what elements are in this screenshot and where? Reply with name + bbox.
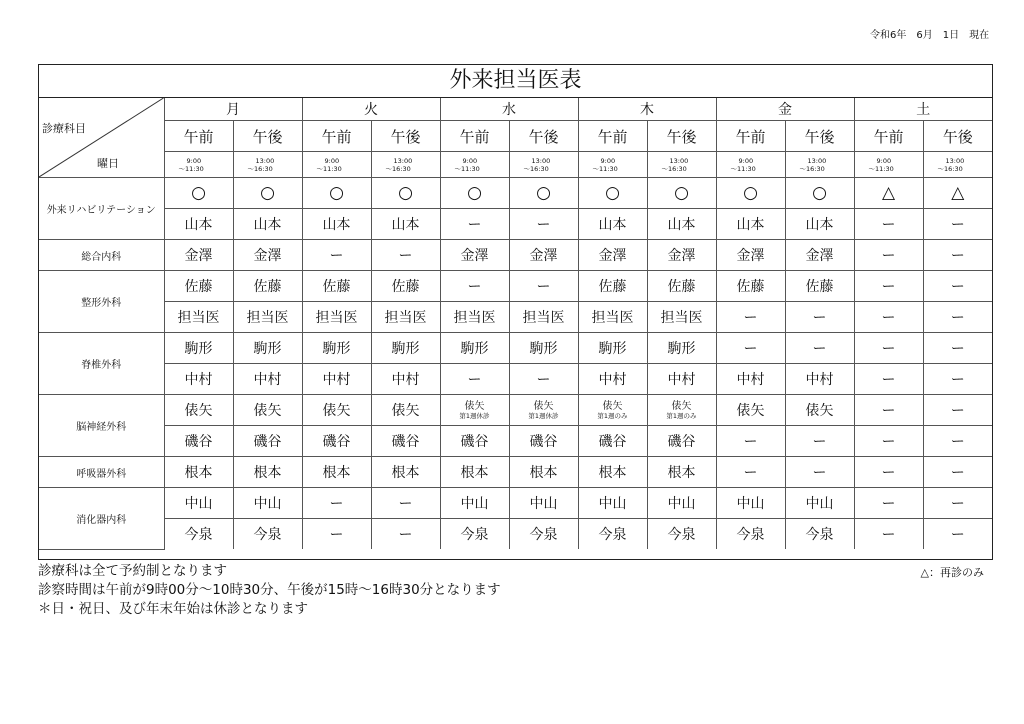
doctor-cell: ー (923, 426, 992, 457)
time-end: ～16:30 (661, 164, 687, 173)
doctor-cell: 磯谷 (578, 426, 647, 457)
table-row (39, 457, 992, 488)
table-row (39, 488, 992, 519)
doctor-cell: ー (923, 395, 992, 426)
time-range (302, 152, 371, 178)
doctor-cell: 俵矢 (716, 395, 785, 426)
doctor-cell: 山本 (647, 209, 716, 240)
doctor-cell: 磯谷 (509, 426, 578, 457)
time-end: ～11:30 (178, 164, 204, 173)
doctor-cell: 磯谷 (164, 426, 233, 457)
availability-symbol: ○ (578, 178, 647, 209)
doctor-cell: ー (371, 519, 440, 550)
doctor-cell: ー (716, 426, 785, 457)
doctor-cell: 中山 (716, 488, 785, 519)
time-end: ～11:30 (868, 164, 894, 173)
doctor-cell: ー (371, 488, 440, 519)
doctor-cell: ー (923, 519, 992, 550)
doctor-cell: 担当医 (164, 302, 233, 333)
doctor-name: 俵矢 (464, 400, 485, 412)
doctor-cell: 担当医 (509, 302, 578, 333)
doctor-cell: 山本 (371, 209, 440, 240)
doctor-cell: 金澤 (647, 240, 716, 271)
doctor-cell: ー (509, 209, 578, 240)
doctor-cell: 中村 (302, 364, 371, 395)
afternoon-header: 午後 (233, 121, 302, 152)
doctor-cell: 根本 (509, 457, 578, 488)
time-range (164, 152, 233, 178)
doctor-cell: 中山 (233, 488, 302, 519)
doctor-cell: 佐藤 (302, 271, 371, 302)
time-start: 9:00 (738, 156, 754, 165)
time-end: ～11:30 (454, 164, 480, 173)
schedule-table-frame (38, 64, 993, 560)
doctor-cell: 金澤 (509, 240, 578, 271)
table-row (39, 426, 992, 457)
time-start: 9:00 (462, 156, 478, 165)
time-end: ～11:30 (730, 164, 756, 173)
doctor-cell: 今泉 (509, 519, 578, 550)
doctor-cell: ー (854, 302, 923, 333)
doctor-cell: 中山 (509, 488, 578, 519)
afternoon-header: 午後 (509, 121, 578, 152)
day-header: 月 (164, 98, 302, 121)
time-end: ～16:30 (799, 164, 825, 173)
doctor-cell: ー (923, 240, 992, 271)
doctor-cell: 駒形 (509, 333, 578, 364)
doctor-cell: 今泉 (440, 519, 509, 550)
doctor-cell (440, 395, 509, 426)
doctor-cell: 俵矢 (302, 395, 371, 426)
doctor-cell: 金澤 (578, 240, 647, 271)
doctor-name: 俵矢 (602, 400, 623, 412)
doctor-cell: 中村 (233, 364, 302, 395)
doctor-cell: 駒形 (371, 333, 440, 364)
doctor-cell: 俵矢 (785, 395, 854, 426)
time-range (578, 152, 647, 178)
doctor-cell: ー (785, 426, 854, 457)
availability-symbol: △ (923, 178, 992, 209)
legend: △：再診のみ (920, 566, 984, 579)
doctor-cell: ー (854, 333, 923, 364)
doctor-cell: 今泉 (716, 519, 785, 550)
doctor-cell: ー (854, 519, 923, 550)
doctor-cell: 俵矢 (164, 395, 233, 426)
time-range (716, 152, 785, 178)
doctor-cell: ー (854, 271, 923, 302)
doctor-cell: 駒形 (164, 333, 233, 364)
doctor-cell (509, 395, 578, 426)
afternoon-header: 午後 (923, 121, 992, 152)
time-range (233, 152, 302, 178)
morning-header: 午前 (716, 121, 785, 152)
table-row (39, 333, 992, 364)
doctor-cell: 中村 (164, 364, 233, 395)
doctor-cell: 金澤 (233, 240, 302, 271)
doctor-cell: 駒形 (647, 333, 716, 364)
doctor-cell: 今泉 (164, 519, 233, 550)
morning-header: 午前 (440, 121, 509, 152)
table-row (39, 240, 992, 271)
time-start: 13:00 (531, 156, 551, 165)
doctor-cell: 磯谷 (233, 426, 302, 457)
doctor-cell: ー (716, 457, 785, 488)
doctor-cell: 駒形 (302, 333, 371, 364)
day-header: 水 (440, 98, 578, 121)
doctor-cell: 中山 (647, 488, 716, 519)
schedule-table (39, 98, 992, 550)
doctor-note: 第1週のみ (597, 411, 628, 420)
doctor-cell (647, 395, 716, 426)
afternoon-header: 午後 (371, 121, 440, 152)
doctor-cell: 山本 (233, 209, 302, 240)
morning-header: 午前 (578, 121, 647, 152)
doctor-cell: 佐藤 (578, 271, 647, 302)
doctor-cell: ー (854, 457, 923, 488)
day-header: 土 (854, 98, 992, 121)
doctor-cell: ー (923, 302, 992, 333)
doctor-note: 第1週のみ (666, 411, 697, 420)
table-row (39, 209, 992, 240)
time-range (854, 152, 923, 178)
doctor-cell: 中村 (578, 364, 647, 395)
time-end: ～16:30 (247, 164, 273, 173)
doctor-cell: 担当医 (371, 302, 440, 333)
doctor-cell: 山本 (302, 209, 371, 240)
department-name: 脳神経外科 (39, 395, 164, 457)
doctor-cell: ー (716, 333, 785, 364)
doctor-cell: 磯谷 (371, 426, 440, 457)
availability-symbol: ○ (164, 178, 233, 209)
doctor-cell: ー (509, 364, 578, 395)
doctor-cell (578, 395, 647, 426)
time-end: ～16:30 (385, 164, 411, 173)
time-range (371, 152, 440, 178)
time-end: ～11:30 (592, 164, 618, 173)
morning-header: 午前 (302, 121, 371, 152)
availability-symbol: ○ (440, 178, 509, 209)
table-row (39, 395, 992, 426)
time-range (509, 152, 578, 178)
time-start: 13:00 (393, 156, 413, 165)
doctor-cell: 駒形 (440, 333, 509, 364)
doctor-cell: ー (854, 209, 923, 240)
department-name: 総合内科 (39, 240, 164, 271)
doctor-cell: ー (440, 271, 509, 302)
doctor-cell: 磯谷 (302, 426, 371, 457)
doctor-cell: ー (923, 271, 992, 302)
doctor-cell: ー (854, 395, 923, 426)
doctor-cell: ー (302, 488, 371, 519)
afternoon-header: 午後 (785, 121, 854, 152)
doctor-cell: 今泉 (233, 519, 302, 550)
doctor-cell: 山本 (716, 209, 785, 240)
doctor-cell: 俵矢 (371, 395, 440, 426)
table-row (39, 364, 992, 395)
availability-symbol: ○ (233, 178, 302, 209)
doctor-cell: 担当医 (233, 302, 302, 333)
doctor-cell: 根本 (164, 457, 233, 488)
doctor-cell: 金澤 (716, 240, 785, 271)
doctor-cell: 今泉 (578, 519, 647, 550)
doctor-cell: ー (785, 333, 854, 364)
doctor-cell: 山本 (578, 209, 647, 240)
doctor-cell: ー (785, 302, 854, 333)
availability-symbol: ○ (785, 178, 854, 209)
doctor-cell: 金澤 (785, 240, 854, 271)
doctor-cell: ー (440, 209, 509, 240)
table-row (39, 302, 992, 333)
availability-symbol: ○ (509, 178, 578, 209)
doctor-cell: ー (716, 302, 785, 333)
time-range (785, 152, 854, 178)
doctor-cell: 今泉 (785, 519, 854, 550)
doctor-cell: 根本 (440, 457, 509, 488)
doctor-cell: 金澤 (164, 240, 233, 271)
doctor-cell: 佐藤 (647, 271, 716, 302)
table-row (39, 178, 992, 209)
doctor-cell: ー (509, 271, 578, 302)
note-line: ＊日・祝日、及び年末年始は休診となります (38, 601, 308, 617)
doctor-cell: ー (854, 426, 923, 457)
doctor-name: 俵矢 (671, 400, 692, 412)
doctor-cell: 佐藤 (371, 271, 440, 302)
department-name: 呼吸器外科 (39, 457, 164, 488)
time-start: 9:00 (876, 156, 892, 165)
time-range (923, 152, 992, 178)
time-start: 13:00 (945, 156, 965, 165)
day-axis-label: 曜日 (97, 157, 119, 170)
doctor-cell: 駒形 (578, 333, 647, 364)
doctor-cell: 中村 (716, 364, 785, 395)
doctor-cell: 佐藤 (716, 271, 785, 302)
doctor-cell: 山本 (164, 209, 233, 240)
morning-header: 午前 (164, 121, 233, 152)
department-name: 消化器内科 (39, 488, 164, 550)
notes (38, 562, 993, 619)
doctor-cell: 担当医 (578, 302, 647, 333)
page-title: 外来担当医表 (39, 65, 992, 98)
note-line: 診察時間は午前が9時00分～10時30分、午後が15時～16時30分となります (38, 582, 501, 598)
doctor-cell: ー (923, 488, 992, 519)
doctor-cell: ー (923, 457, 992, 488)
doctor-cell: ー (923, 209, 992, 240)
doctor-cell: ー (854, 488, 923, 519)
doctor-note: 第1週休診 (528, 411, 559, 420)
doctor-cell: 俵矢 (233, 395, 302, 426)
doctor-cell: 中山 (164, 488, 233, 519)
doctor-cell: 佐藤 (164, 271, 233, 302)
doctor-cell: 今泉 (647, 519, 716, 550)
doctor-note: 第1週休診 (459, 411, 490, 420)
doctor-cell: 中村 (647, 364, 716, 395)
time-end: ～16:30 (523, 164, 549, 173)
day-header: 火 (302, 98, 440, 121)
doctor-cell: 山本 (785, 209, 854, 240)
availability-symbol: ○ (302, 178, 371, 209)
morning-header: 午前 (854, 121, 923, 152)
doctor-cell: ー (302, 519, 371, 550)
doctor-name: 俵矢 (533, 400, 554, 412)
doctor-cell: ー (854, 240, 923, 271)
doctor-cell: ー (302, 240, 371, 271)
time-start: 9:00 (600, 156, 616, 165)
department-name: 整形外科 (39, 271, 164, 333)
availability-symbol: △ (854, 178, 923, 209)
time-range (440, 152, 509, 178)
doctor-cell: 中山 (785, 488, 854, 519)
doctor-cell: ー (440, 364, 509, 395)
table-row (39, 519, 992, 550)
doctor-cell: 担当医 (647, 302, 716, 333)
time-start: 9:00 (324, 156, 340, 165)
dept-axis-label: 診療科目 (42, 122, 86, 135)
availability-symbol: ○ (647, 178, 716, 209)
doctor-cell: 磯谷 (647, 426, 716, 457)
time-start: 13:00 (255, 156, 275, 165)
availability-symbol: ○ (716, 178, 785, 209)
day-header: 金 (716, 98, 854, 121)
afternoon-header: 午後 (647, 121, 716, 152)
doctor-cell: 駒形 (233, 333, 302, 364)
doctor-cell: ー (371, 240, 440, 271)
note-line: 診療科は全て予約制となります (38, 563, 227, 579)
doctor-cell: 担当医 (302, 302, 371, 333)
doctor-cell: 中村 (371, 364, 440, 395)
doctor-cell: 根本 (647, 457, 716, 488)
doctor-cell: 中村 (785, 364, 854, 395)
doctor-cell: 根本 (371, 457, 440, 488)
date-text: 令和6年 6月 1日 現在 (870, 30, 990, 41)
time-range (647, 152, 716, 178)
doctor-cell: ー (923, 364, 992, 395)
doctor-cell: 磯谷 (440, 426, 509, 457)
doctor-cell: ー (785, 457, 854, 488)
doctor-cell: ー (923, 333, 992, 364)
table-row (39, 271, 992, 302)
department-name: 外来リハビリテーション (39, 178, 164, 240)
time-start: 13:00 (807, 156, 827, 165)
department-name: 脊椎外科 (39, 333, 164, 395)
time-end: ～11:30 (316, 164, 342, 173)
day-header: 木 (578, 98, 716, 121)
time-start: 13:00 (669, 156, 689, 165)
doctor-cell: 佐藤 (233, 271, 302, 302)
time-start: 9:00 (186, 156, 202, 165)
table-corner-header (39, 98, 164, 178)
doctor-cell: 中山 (578, 488, 647, 519)
doctor-cell: 中山 (440, 488, 509, 519)
availability-symbol: ○ (371, 178, 440, 209)
doctor-cell: 根本 (233, 457, 302, 488)
doctor-cell: 佐藤 (785, 271, 854, 302)
doctor-cell: 根本 (302, 457, 371, 488)
doctor-cell: 根本 (578, 457, 647, 488)
doctor-cell: 金澤 (440, 240, 509, 271)
doctor-cell: ー (854, 364, 923, 395)
doctor-cell: 担当医 (440, 302, 509, 333)
time-end: ～16:30 (937, 164, 963, 173)
